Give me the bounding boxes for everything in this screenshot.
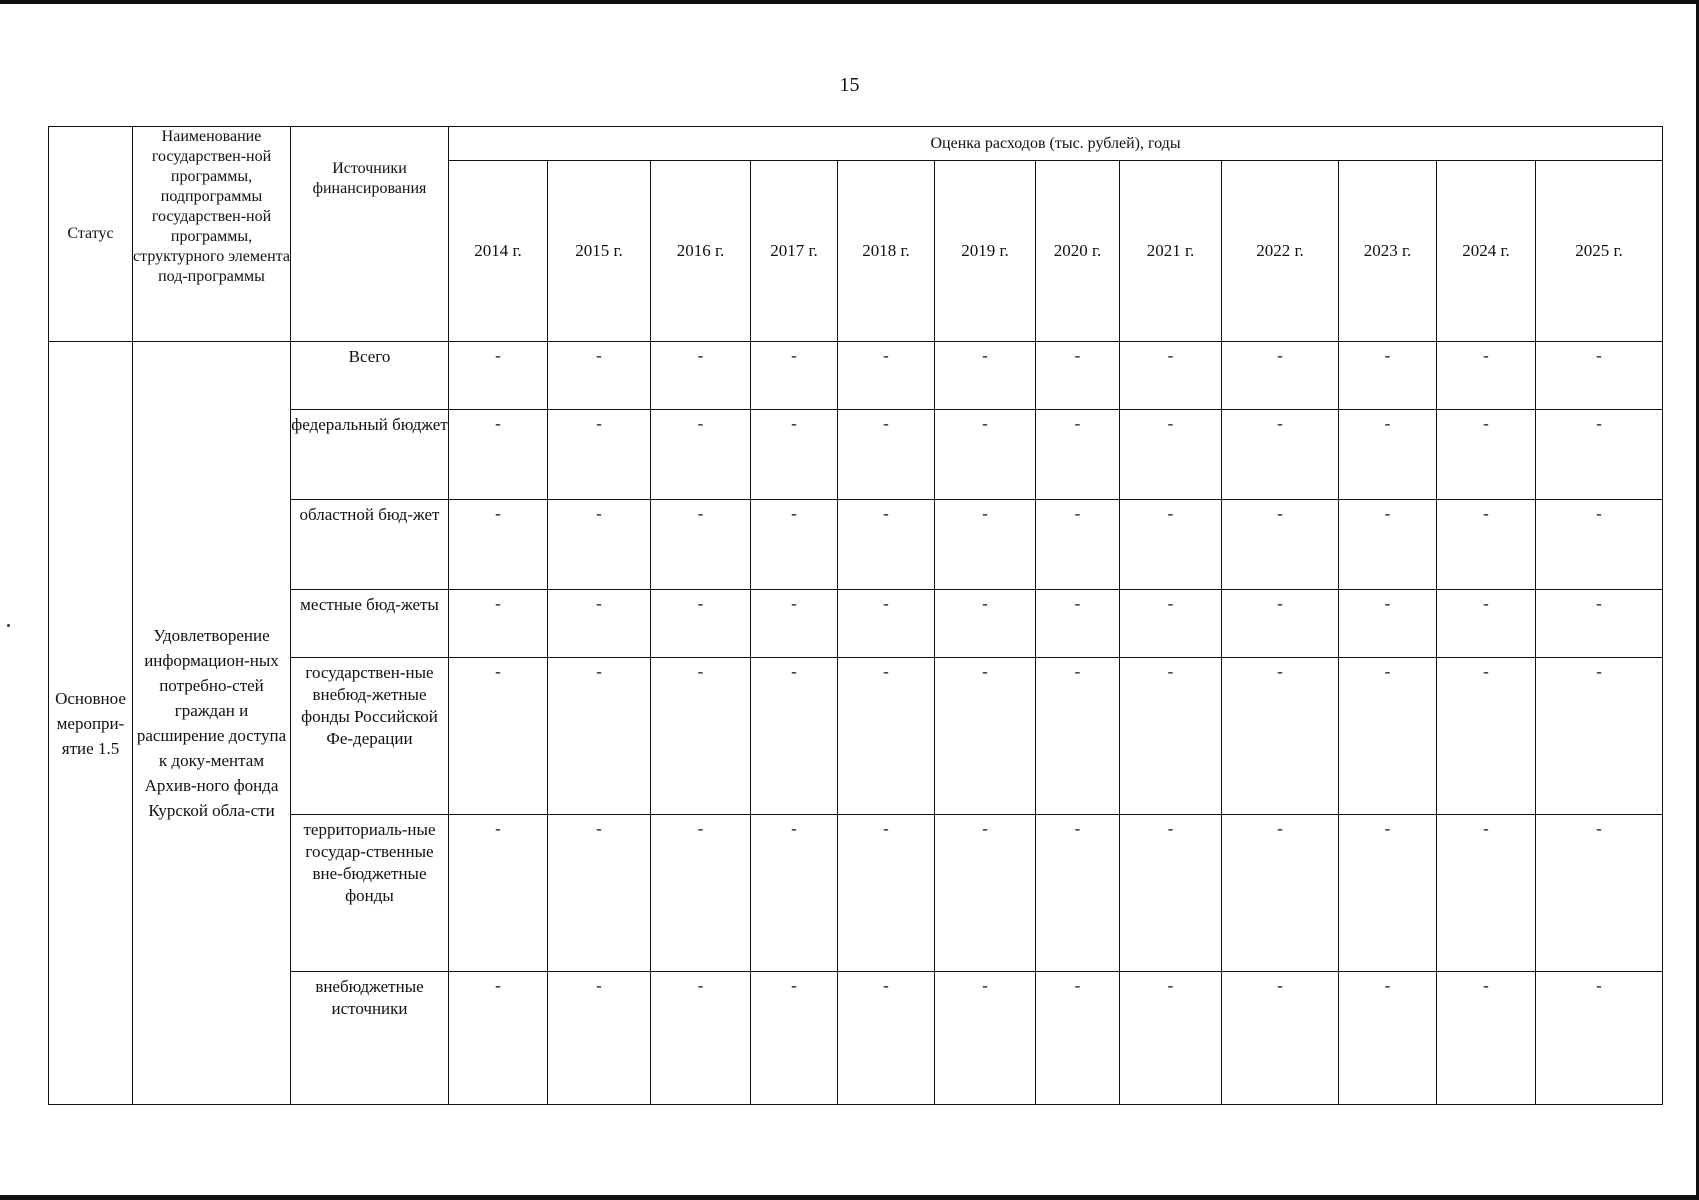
value-cell: - (651, 500, 751, 590)
value-cell: - (651, 590, 751, 658)
value-cell: - (449, 590, 548, 658)
source-cell: территориаль-ные государ-ственные вне-бюджетные фонды (291, 815, 449, 972)
value-cell: - (449, 815, 548, 972)
value-cell: - (651, 815, 751, 972)
value-cell: - (1437, 972, 1536, 1105)
table-row (49, 972, 1663, 1105)
value-cell: - (751, 658, 838, 815)
value-cell: - (651, 972, 751, 1105)
value-cell: - (1536, 972, 1663, 1105)
header-source: Источники финансирования (291, 127, 449, 342)
value-cell: - (751, 342, 838, 410)
value-cell: - (651, 410, 751, 500)
table-row (49, 658, 1663, 815)
source-cell: внебюджетные источники (291, 972, 449, 1105)
value-cell: - (1120, 815, 1222, 972)
header-year: 2025 г. (1536, 161, 1663, 342)
value-cell: - (449, 342, 548, 410)
value-cell: - (751, 815, 838, 972)
value-cell: - (449, 410, 548, 500)
value-cell: - (449, 658, 548, 815)
value-cell: - (1536, 410, 1663, 500)
header-row-1 (49, 127, 1663, 161)
value-cell: - (1120, 410, 1222, 500)
value-cell: - (1036, 972, 1120, 1105)
header-year: 2020 г. (1036, 161, 1120, 342)
value-cell: - (935, 590, 1036, 658)
header-year: 2015 г. (548, 161, 651, 342)
header-year: 2018 г. (838, 161, 935, 342)
header-year: 2014 г. (449, 161, 548, 342)
header-expense-estimate: Оценка расходов (тыс. рублей), годы (449, 127, 1663, 161)
value-cell: - (1437, 500, 1536, 590)
value-cell: - (1536, 500, 1663, 590)
value-cell: - (1536, 590, 1663, 658)
value-cell: - (935, 658, 1036, 815)
value-cell: - (1036, 815, 1120, 972)
value-cell: - (449, 972, 548, 1105)
header-year: 2023 г. (1339, 161, 1437, 342)
value-cell: - (1222, 342, 1339, 410)
value-cell: - (1120, 658, 1222, 815)
value-cell: - (548, 410, 651, 500)
header-year: 2024 г. (1437, 161, 1536, 342)
value-cell: - (1120, 342, 1222, 410)
value-cell: - (1536, 658, 1663, 815)
value-cell: - (1437, 590, 1536, 658)
value-cell: - (548, 500, 651, 590)
value-cell: - (1120, 590, 1222, 658)
scan-dot (7, 624, 10, 627)
value-cell: - (935, 342, 1036, 410)
header-year: 2016 г. (651, 161, 751, 342)
value-cell: - (751, 590, 838, 658)
value-cell: - (1536, 815, 1663, 972)
table-row (49, 815, 1663, 972)
value-cell: - (1339, 342, 1437, 410)
value-cell: - (1036, 658, 1120, 815)
value-cell: - (449, 500, 548, 590)
value-cell: - (838, 972, 935, 1105)
value-cell: - (1222, 658, 1339, 815)
value-cell: - (1339, 410, 1437, 500)
value-cell: - (838, 342, 935, 410)
value-cell: - (1222, 500, 1339, 590)
value-cell: - (838, 658, 935, 815)
header-year: 2017 г. (751, 161, 838, 342)
header-year: 2021 г. (1120, 161, 1222, 342)
value-cell: - (1120, 972, 1222, 1105)
status-cell: Основное меропри-ятие 1.5 (49, 342, 133, 1105)
value-cell: - (935, 972, 1036, 1105)
header-status: Статус (49, 127, 133, 342)
value-cell: - (1536, 342, 1663, 410)
value-cell: - (1339, 590, 1437, 658)
page-bottom-edge (0, 1195, 1699, 1200)
value-cell: - (751, 410, 838, 500)
source-cell: областной бюд-жет (291, 500, 449, 590)
value-cell: - (935, 815, 1036, 972)
budget-table (48, 126, 1663, 1105)
header-name: Наименование государствен-ной программы, подпрограммы государствен-ной программы, структурного элемента под-программы (133, 127, 291, 342)
value-cell: - (1437, 658, 1536, 815)
table-row (49, 500, 1663, 590)
header-year: 2019 г. (935, 161, 1036, 342)
value-cell: - (1437, 815, 1536, 972)
value-cell: - (548, 972, 651, 1105)
value-cell: - (651, 658, 751, 815)
page-top-edge (0, 0, 1699, 4)
value-cell: - (1036, 590, 1120, 658)
value-cell: - (1222, 410, 1339, 500)
value-cell: - (1036, 500, 1120, 590)
value-cell: - (935, 500, 1036, 590)
table-row (49, 410, 1663, 500)
value-cell: - (1222, 972, 1339, 1105)
value-cell: - (1036, 410, 1120, 500)
table-row (49, 342, 1663, 410)
source-cell: федеральный бюджет (291, 410, 449, 500)
page-number: 15 (839, 74, 860, 96)
value-cell: - (1339, 500, 1437, 590)
source-cell: государствен-ные внебюд-жетные фонды Российской Фе-дерации (291, 658, 449, 815)
value-cell: - (751, 972, 838, 1105)
table-row (49, 590, 1663, 658)
value-cell: - (1222, 590, 1339, 658)
value-cell: - (1339, 815, 1437, 972)
value-cell: - (548, 658, 651, 815)
header-year: 2022 г. (1222, 161, 1339, 342)
value-cell: - (1437, 410, 1536, 500)
value-cell: - (751, 500, 838, 590)
source-cell: местные бюд-жеты (291, 590, 449, 658)
value-cell: - (838, 815, 935, 972)
value-cell: - (1339, 658, 1437, 815)
value-cell: - (838, 410, 935, 500)
value-cell: - (1437, 342, 1536, 410)
source-cell: Всего (291, 342, 449, 410)
value-cell: - (935, 410, 1036, 500)
value-cell: - (838, 590, 935, 658)
value-cell: - (1339, 972, 1437, 1105)
value-cell: - (548, 342, 651, 410)
value-cell: - (838, 500, 935, 590)
value-cell: - (1120, 500, 1222, 590)
value-cell: - (548, 590, 651, 658)
value-cell: - (548, 815, 651, 972)
value-cell: - (651, 342, 751, 410)
value-cell: - (1036, 342, 1120, 410)
value-cell: - (1222, 815, 1339, 972)
program-name-cell: Удовлетворение информацион-ных потребно-стей граждан и расширение доступа к доку-ментам Архив-ного фонда Курской обла-сти (133, 342, 291, 1105)
